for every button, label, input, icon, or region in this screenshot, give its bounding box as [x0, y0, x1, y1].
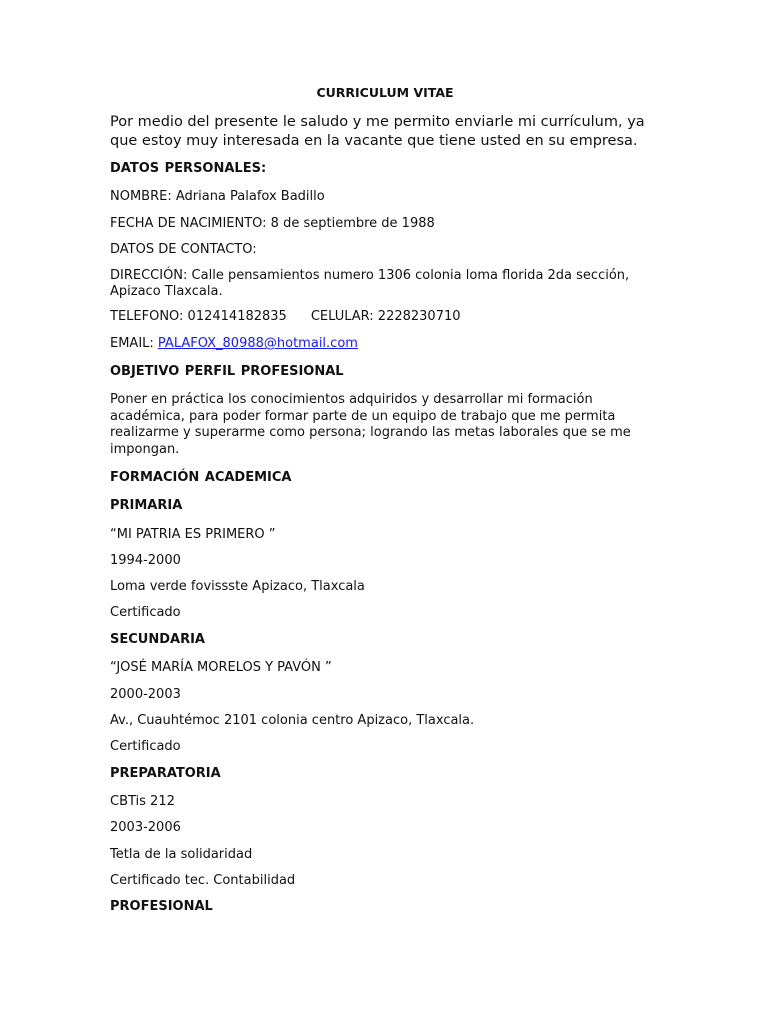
preparatoria-school: CBTis 212 — [110, 794, 175, 809]
secundaria-document: Certificado — [110, 739, 181, 754]
preparatoria-document: Certificado tec. Contabilidad — [110, 873, 296, 888]
preparatoria-years: 2003-2006 — [110, 820, 181, 835]
phone-line: TELEFONO: 012414182835 — [110, 309, 287, 324]
email-label: EMAIL: — [110, 336, 158, 351]
objective-paragraph: Poner en práctica los conocimientos adquiridos y desarrollar mi formación académica, para poder formar parte de un equipo de trabajo que me permita realizarme y superarme como persona; logrando las metas laborales que se me impongan. — [110, 392, 631, 457]
objective-heading: OBJETIVO PERFIL PROFESIONAL — [110, 364, 344, 379]
address-line-1: DIRECCIÓN: Calle pensamientos numero 1306 colonia loma florida 2da sección, — [110, 268, 630, 283]
name-line: NOMBRE: Adriana Palafox Badillo — [110, 189, 325, 204]
birth-date-line: FECHA DE NACIMIENTO: 8 de septiembre de 1988 — [110, 216, 435, 231]
primaria-school: “MI PATRIA ES PRIMERO ” — [110, 527, 276, 542]
primaria-heading: PRIMARIA — [110, 498, 183, 513]
email-link[interactable]: PALAFOX_80988@hotmail.com — [157, 336, 358, 351]
secundaria-heading: SECUNDARIA — [110, 632, 205, 647]
primaria-document: Certificado — [110, 605, 181, 620]
secundaria-school: “JOSÉ MARÍA MORELOS Y PAVÓN ” — [110, 660, 332, 675]
mobile-line: CELULAR: 2228230710 — [310, 309, 461, 324]
secundaria-years: 2000-2003 — [110, 687, 181, 702]
address-line-2: Apizaco Tlaxcala. — [110, 284, 223, 299]
phone-row — [110, 309, 461, 325]
personal-data-heading: DATOS PERSONALES: — [110, 161, 267, 176]
profesional-heading: PROFESIONAL — [110, 899, 213, 914]
document-title: CURRICULUM VITAE — [316, 85, 454, 100]
preparatoria-heading: PREPARATORIA — [110, 766, 221, 781]
intro-paragraph: Por medio del presente le saludo y me permito enviarle mi currículum, ya que estoy muy interesada en la vacante que tiene usted en su empresa. — [110, 114, 645, 149]
contact-data-label: DATOS DE CONTACTO: — [110, 242, 257, 257]
education-heading: FORMACIÓN ACADEMICA — [110, 470, 292, 485]
preparatoria-location: Tetla de la solidaridad — [110, 847, 253, 862]
email-row — [110, 336, 358, 352]
primaria-location: Loma verde fovissste Apizaco, Tlaxcala — [110, 579, 365, 594]
primaria-years: 1994-2000 — [110, 553, 181, 568]
secundaria-location: Av., Cuauhtémoc 2101 colonia centro Apizaco, Tlaxcala. — [110, 713, 475, 728]
